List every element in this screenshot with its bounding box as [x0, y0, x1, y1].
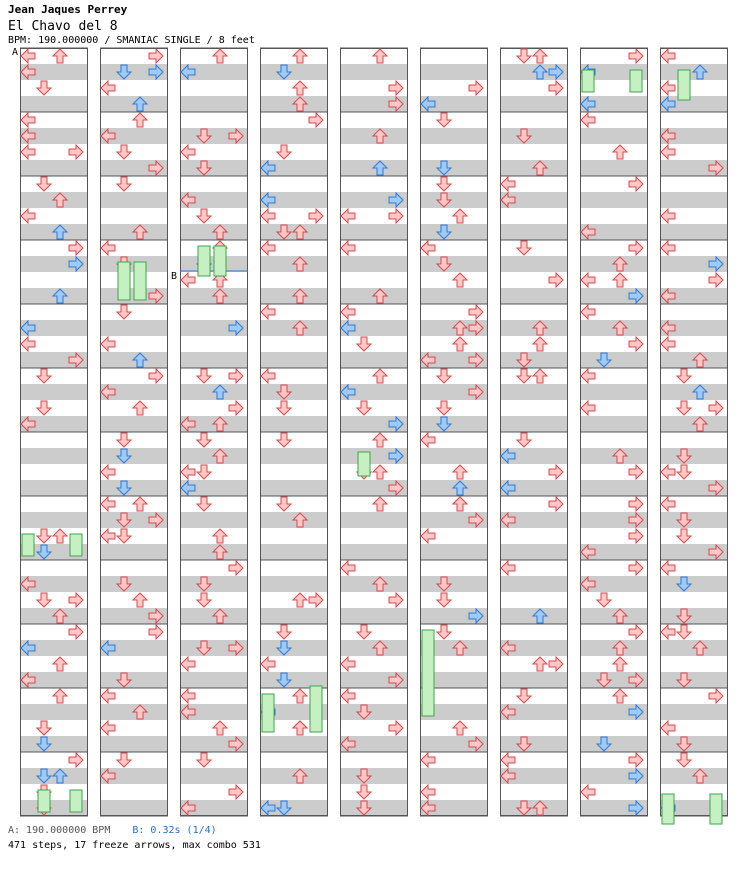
beat-stripe: [420, 416, 488, 432]
beat-stripe: [20, 448, 88, 464]
beat-stripe: [100, 416, 168, 432]
beat-stripe: [420, 128, 488, 144]
beat-stripe: [260, 64, 328, 80]
beat-stripe: [500, 288, 568, 304]
beat-stripe: [260, 352, 328, 368]
beat-stripe: [500, 224, 568, 240]
beat-stripe: [580, 416, 648, 432]
freeze-arrow: [214, 246, 226, 276]
stop-change: B: 0.32s (1/4): [132, 825, 217, 836]
beat-stripe: [180, 352, 248, 368]
freeze-arrow: [70, 790, 82, 812]
freeze-arrow: [70, 534, 82, 556]
beat-stripe: [100, 192, 168, 208]
beat-stripe: [500, 416, 568, 432]
freeze-arrow: [710, 794, 722, 824]
beat-stripe: [180, 768, 248, 784]
beat-stripe: [500, 128, 568, 144]
beat-stripe: [180, 96, 248, 112]
beat-stripe: [420, 576, 488, 592]
beat-stripe: [260, 384, 328, 400]
beat-stripe: [100, 544, 168, 560]
beat-stripe: [420, 256, 488, 272]
beat-stripe: [660, 704, 728, 720]
song-artist: Jean Jaques Perrey: [8, 3, 128, 16]
beat-stripe: [420, 192, 488, 208]
song-title: El Chavo del 8: [8, 19, 118, 34]
beat-stripe: [260, 640, 328, 656]
beat-stripe: [660, 224, 728, 240]
beat-stripe: [660, 192, 728, 208]
beat-stripe: [420, 448, 488, 464]
bpm-change: A: 190.000000 BPM: [8, 825, 111, 836]
beat-stripe: [500, 256, 568, 272]
beat-stripe: [260, 448, 328, 464]
freeze-arrow: [262, 694, 274, 732]
beat-stripe: [340, 512, 408, 528]
beat-stripe: [500, 544, 568, 560]
beat-stripe: [100, 448, 168, 464]
beat-stripe: [100, 800, 168, 816]
beat-stripe: [660, 576, 728, 592]
beat-stripe: [420, 544, 488, 560]
beat-stripe: [340, 352, 408, 368]
beat-stripe: [20, 512, 88, 528]
beat-stripe: [340, 544, 408, 560]
beat-stripe: [20, 96, 88, 112]
beat-stripe: [20, 480, 88, 496]
beat-stripe: [260, 736, 328, 752]
beat-stripe: [340, 224, 408, 240]
beat-stripe: [580, 128, 648, 144]
beat-stripe: [340, 64, 408, 80]
beat-stripe: [100, 576, 168, 592]
chart-meta: BPM: 190.000000 / SMANIAC SINGLE / 8 feet: [8, 35, 255, 46]
beat-stripe: [660, 736, 728, 752]
beat-stripe: [340, 608, 408, 624]
beat-stripe: [180, 160, 248, 176]
freeze-arrow: [22, 534, 34, 556]
beat-stripe: [420, 768, 488, 784]
beat-stripe: [180, 512, 248, 528]
freeze-arrow: [134, 262, 146, 300]
beat-stripe: [580, 480, 648, 496]
freeze-arrow: [38, 790, 50, 812]
beat-stripe: [500, 576, 568, 592]
beat-stripe: [580, 384, 648, 400]
beat-stripe: [100, 320, 168, 336]
beat-stripe: [580, 192, 648, 208]
beat-stripe: [660, 512, 728, 528]
beat-stripe: [420, 160, 488, 176]
beat-stripe: [20, 384, 88, 400]
beat-stripe: [660, 672, 728, 688]
beat-stripe: [260, 480, 328, 496]
freeze-arrow: [630, 70, 642, 92]
freeze-arrow: [582, 70, 594, 92]
beat-stripe: [660, 448, 728, 464]
beat-stripe: [580, 352, 648, 368]
beat-stripe: [260, 576, 328, 592]
freeze-arrow: [310, 686, 322, 732]
beat-stripe: [20, 704, 88, 720]
beat-stripe: [260, 608, 328, 624]
beat-stripe: [180, 672, 248, 688]
freeze-arrow: [422, 630, 434, 716]
beat-stripe: [500, 672, 568, 688]
beat-stripe: [100, 736, 168, 752]
beat-stripe: [180, 576, 248, 592]
marker-a-label: A: [12, 47, 19, 58]
beat-stripe: [20, 160, 88, 176]
beat-stripe: [660, 608, 728, 624]
beat-stripe: [260, 128, 328, 144]
beat-stripe: [340, 704, 408, 720]
beat-stripe: [20, 736, 88, 752]
beat-stripe: [100, 672, 168, 688]
beat-stripe: [500, 384, 568, 400]
beat-stripe: [100, 480, 168, 496]
footer-bpm: [8, 825, 217, 836]
beat-stripe: [340, 256, 408, 272]
marker-b-label: B: [171, 271, 178, 282]
freeze-arrow: [118, 262, 130, 300]
beat-stripe: [260, 416, 328, 432]
freeze-arrow: [662, 794, 674, 824]
freeze-arrow: [198, 246, 210, 276]
freeze-arrow: [358, 452, 370, 476]
beat-stripe: [500, 352, 568, 368]
beat-stripe: [340, 768, 408, 784]
beat-stripe: [500, 736, 568, 752]
beat-stripe: [340, 800, 408, 816]
beat-stripe: [580, 736, 648, 752]
beat-stripe: [260, 544, 328, 560]
beat-stripe: [420, 224, 488, 240]
beat-stripe: [500, 96, 568, 112]
beat-stripe: [420, 288, 488, 304]
beat-stripe: [420, 64, 488, 80]
footer-stats: 471 steps, 17 freeze arrows, max combo 531: [8, 840, 261, 851]
freeze-arrow: [678, 70, 690, 100]
beat-stripe: [580, 160, 648, 176]
